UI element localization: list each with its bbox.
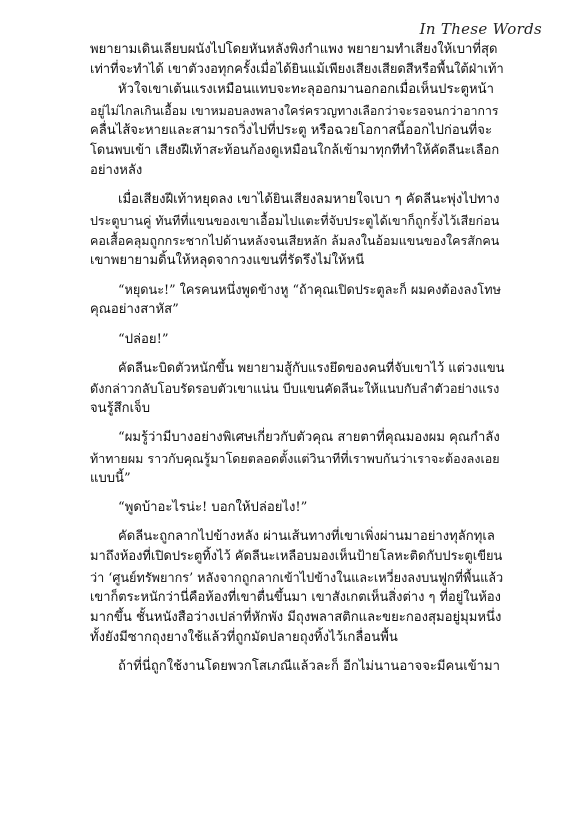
text-line: จนรู้สึกเจ็บ	[90, 401, 151, 417]
text-line: เขาพยายามดิ้นให้หลุดจากวงแขนที่รัดรึงไม่ให้หนี	[90, 253, 365, 269]
text-line: หัวใจเขาเต้นแรงเหมือนแทบจะทะลุออกมานอกอกเมื่อเห็นประตูหน้า	[118, 82, 494, 98]
text-line: เท่าที่จะทำได้ เขาตัวงอทุกครั้งเมื่อได้ยินแม้เพียงเสียงเสียดสีหรือพื้นใต้ฝ่าเท้า	[90, 62, 504, 78]
text-line: “หยุดนะ!” ใครคนหนึ่งพูดข้างหู “ถ้าคุณเปิดประตูละก็ ผมคงต้องลงโทษ	[118, 282, 501, 298]
running-header: In These Words	[419, 20, 542, 38]
text-line: มาถึงห้องที่เปิดประตูทิ้งไว้ คัดลีนะเหลือบมองเห็นป้ายโลหะติดกับประตูเขียน	[90, 549, 503, 565]
text-line: คลื่นไส้จะหายและสามารถวิ่งไปที่ประตู หรือฉวยโอกาสนี้ออกไปก่อนที่จะ	[90, 122, 492, 138]
text-line: ทั้งยังมีซากถุงยางใช้แล้วที่ถูกมัดปลายถุงทิ้งไว้เกลื่อนพื้น	[90, 630, 398, 646]
text-line: ท้าทายผม ราวกับคุณรู้มาโดยตลอดตั้งแต่วินาทีที่เราพบกันว่าเราจะต้องลงเอย	[90, 450, 500, 466]
text-line: แบบนี้”	[90, 470, 131, 486]
text-line: ประตูบานคู่ ทันทีที่แขนของเขาเอื้อมไปแตะที่จับประตูได้เขาก็ถูกรั้งไว้เสียก่อน	[90, 212, 500, 228]
text-line: ว่า ‘ศูนย์ทรัพยากร’ หลังจากถูกลากเข้าไปข้างในและเหวี่ยงลงบนฟูกที่พื้นแล้ว	[90, 569, 504, 585]
text-line: พยายามเดินเลียบผนังไปโดยหันหลังพิงกำแพง พยายามทำเสียงให้เบาที่สุด	[90, 42, 498, 57]
text-line: “ผมรู้ว่ามีบางอย่างพิเศษเกี่ยวกับตัวคุณ สายตาที่คุณมองผม คุณกำลัง	[118, 430, 500, 446]
body-text	[90, 40, 504, 678]
text-line: “ปล่อย!”	[118, 331, 169, 347]
text-line: เขาก็ตระหนักว่านี่คือห้องที่เขาตื่นขึ้นมา เขาสังเกตเห็นสิ่งต่าง ๆ ที่อยู่ในห้อง	[90, 589, 501, 605]
text-line: เมื่อเสียงฝีเท้าหยุดลง เขาได้ยินเสียงลมหายใจเบา ๆ คัดลีนะพุ่งไปทาง	[118, 192, 500, 208]
text-line: อยู่ไม่ไกลเกินเอื้อม เขาหมอบลงพลางใคร่ครวญทางเลือกว่าจะรอจนกว่าอาการ	[90, 103, 499, 118]
text-line: ดังกล่าวกลับโอบรัดรอบตัวเขาแน่น บีบแขนคัดลีนะให้แนบกับลำตัวอย่างแรง	[90, 381, 500, 397]
text-line: คอเสื้อคลุมถูกกระชากไปด้านหลังจนเสียหลัก ล้มลงในอ้อมแขนของใครสักคน	[90, 232, 500, 248]
text-line: อย่างหลัง	[90, 163, 143, 179]
text-line: คัดลีนะถูกลากไปข้างหลัง ผ่านเส้นทางที่เขาเพิ่งผ่านมาอย่างทุลักทุเล	[118, 529, 495, 545]
text-line: “พูดบ้าอะไรน่ะ! บอกให้ปล่อยไง!”	[118, 500, 308, 516]
text-line: ถ้าที่นี่ถูกใช้งานโดยพวกโสเภณีแล้วละก็ อีกไม่นานอาจจะมีคนเข้ามา	[118, 659, 501, 675]
text-line: คัดลีนะบิดตัวหนักขึ้น พยายามสู้กับแรงยึดของคนที่จับเขาไว้ แต่วงแขน	[118, 360, 505, 376]
text-line: คุณอย่างสาหัส”	[90, 302, 179, 318]
text-line: โดนพบเข้า เสียงฝีเท้าสะท้อนก้องดูเหมือนใกล้เข้ามาทุกทีทำให้คัดลีนะเลือก	[90, 143, 500, 159]
text-line: มากขึ้น ชั้นหนังสือว่างเปล่าที่หักพัง มีถุงพลาสติกและขยะกองสุมอยู่มุมหนึ่ง	[90, 610, 502, 626]
